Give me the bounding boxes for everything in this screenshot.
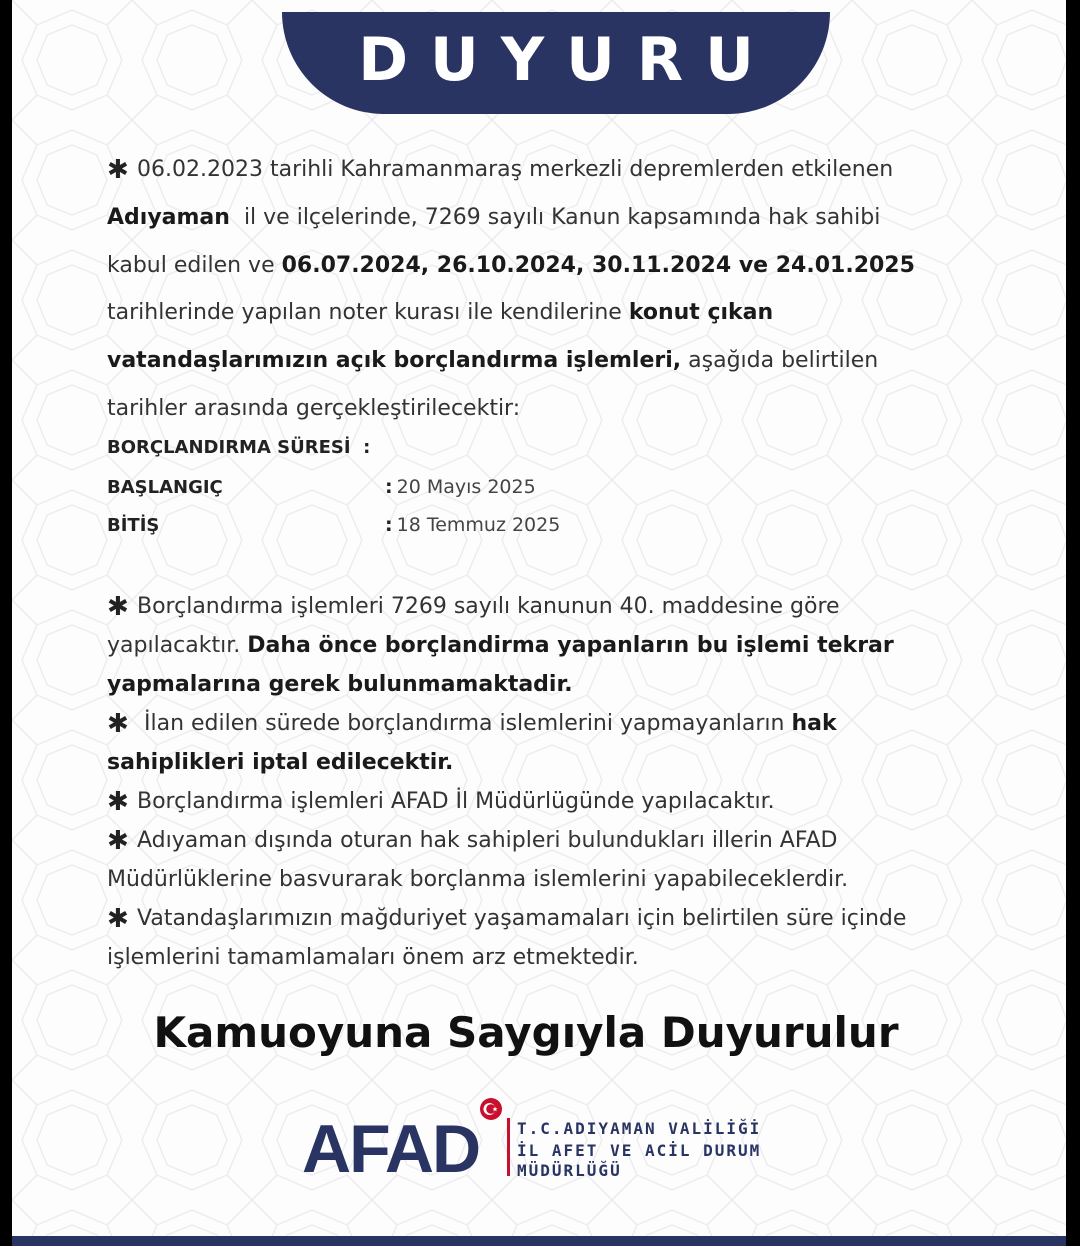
end-label: BİTİŞ: [107, 515, 160, 536]
logo-line-2: İL AFET VE ACİL DURUM: [517, 1141, 762, 1160]
note-1-line-1: ✱ Borçlandırma işlemleri 7269 sayılı kanunun 40. maddesine göre: [107, 592, 840, 622]
intro-line-4: tarihlerinde yapılan noter kurası ile kendilerine konut çıkan: [107, 300, 774, 325]
asterisk-icon: ✱: [107, 592, 129, 622]
note-2-line-2: sahiplikleri iptal edilecektir.: [107, 750, 454, 775]
logo-divider: [507, 1118, 510, 1176]
asterisk-icon: ✱: [107, 787, 129, 817]
intro-line-1: ✱ 06.02.2023 tarihli Kahramanmaraş merkezli depremlerden etkilenen: [107, 155, 894, 185]
intro-line-3: kabul edilen ve 06.07.2024, 26.10.2024, 30.11.2024 ve 24.01.2025: [107, 253, 915, 278]
note-4-line-1: ✱ Adıyaman dışında oturan hak sahipleri bulundukları illerin AFAD: [107, 826, 838, 856]
note-3-line-1: ✱ Borçlandırma işlemleri AFAD İl Müdürlügünde yapılacaktır.: [107, 787, 775, 817]
logo-line-3: MÜDÜRLÜĞÜ: [517, 1161, 622, 1180]
logo-line-1: T.C.ADIYAMAN VALİLİĞİ: [517, 1119, 762, 1138]
start-label: BAŞLANGIÇ: [107, 477, 223, 498]
note-5-line-2: işlemlerini tamamlamaları önem arz etmektedir.: [107, 945, 639, 970]
bottom-band: [12, 1236, 1066, 1246]
note-1-line-3: yapmalarına gerek bulunmamaktadir.: [107, 672, 573, 697]
note-5-line-1: ✱ Vatandaşlarımızın mağduriyet yaşamamaları için belirtilen süre içinde: [107, 904, 907, 934]
start-value: : 20 Mayıs 2025: [385, 476, 536, 498]
header-banner: [282, 12, 830, 114]
closing-statement: Kamuoyuna Saygıyla Duyurulur: [153, 1008, 899, 1057]
afad-logo: AFAD: [302, 1111, 480, 1187]
announcement-sheet: [12, 0, 1066, 1246]
page-title: DUYURU: [358, 25, 776, 95]
crescent-star-icon: [480, 1098, 502, 1120]
asterisk-icon: ✱: [107, 904, 129, 934]
intro-line-6: tarihler arasında gerçekleştirilecektir:: [107, 396, 521, 421]
background-pattern: [12, 0, 1066, 1246]
asterisk-icon: ✱: [107, 709, 129, 739]
period-title-label: BORÇLANDIRMA SÜRESİ :: [107, 437, 371, 458]
intro-line-5: vatandaşlarımızın açık borçlandırma işlemleri, aşağıda belirtilen: [107, 348, 879, 373]
note-2-line-1: ✱ İlan edilen sürede borçlandırma islemlerini yapmayanların hak: [107, 709, 837, 739]
note-1-line-2: yapılacaktır. Daha önce borçlandirma yapanların bu işlemi tekrar: [107, 633, 894, 658]
end-value: : 18 Temmuz 2025: [385, 514, 561, 536]
note-4-line-2: Müdürlüklerine basvurarak borçlanma islemlerini yapabileceklerdir.: [107, 867, 849, 892]
asterisk-icon: ✱: [107, 155, 129, 185]
asterisk-icon: ✱: [107, 826, 129, 856]
intro-line-2: Adıyaman il ve ilçelerinde, 7269 sayılı Kanun kapsamında hak sahibi: [107, 205, 881, 230]
